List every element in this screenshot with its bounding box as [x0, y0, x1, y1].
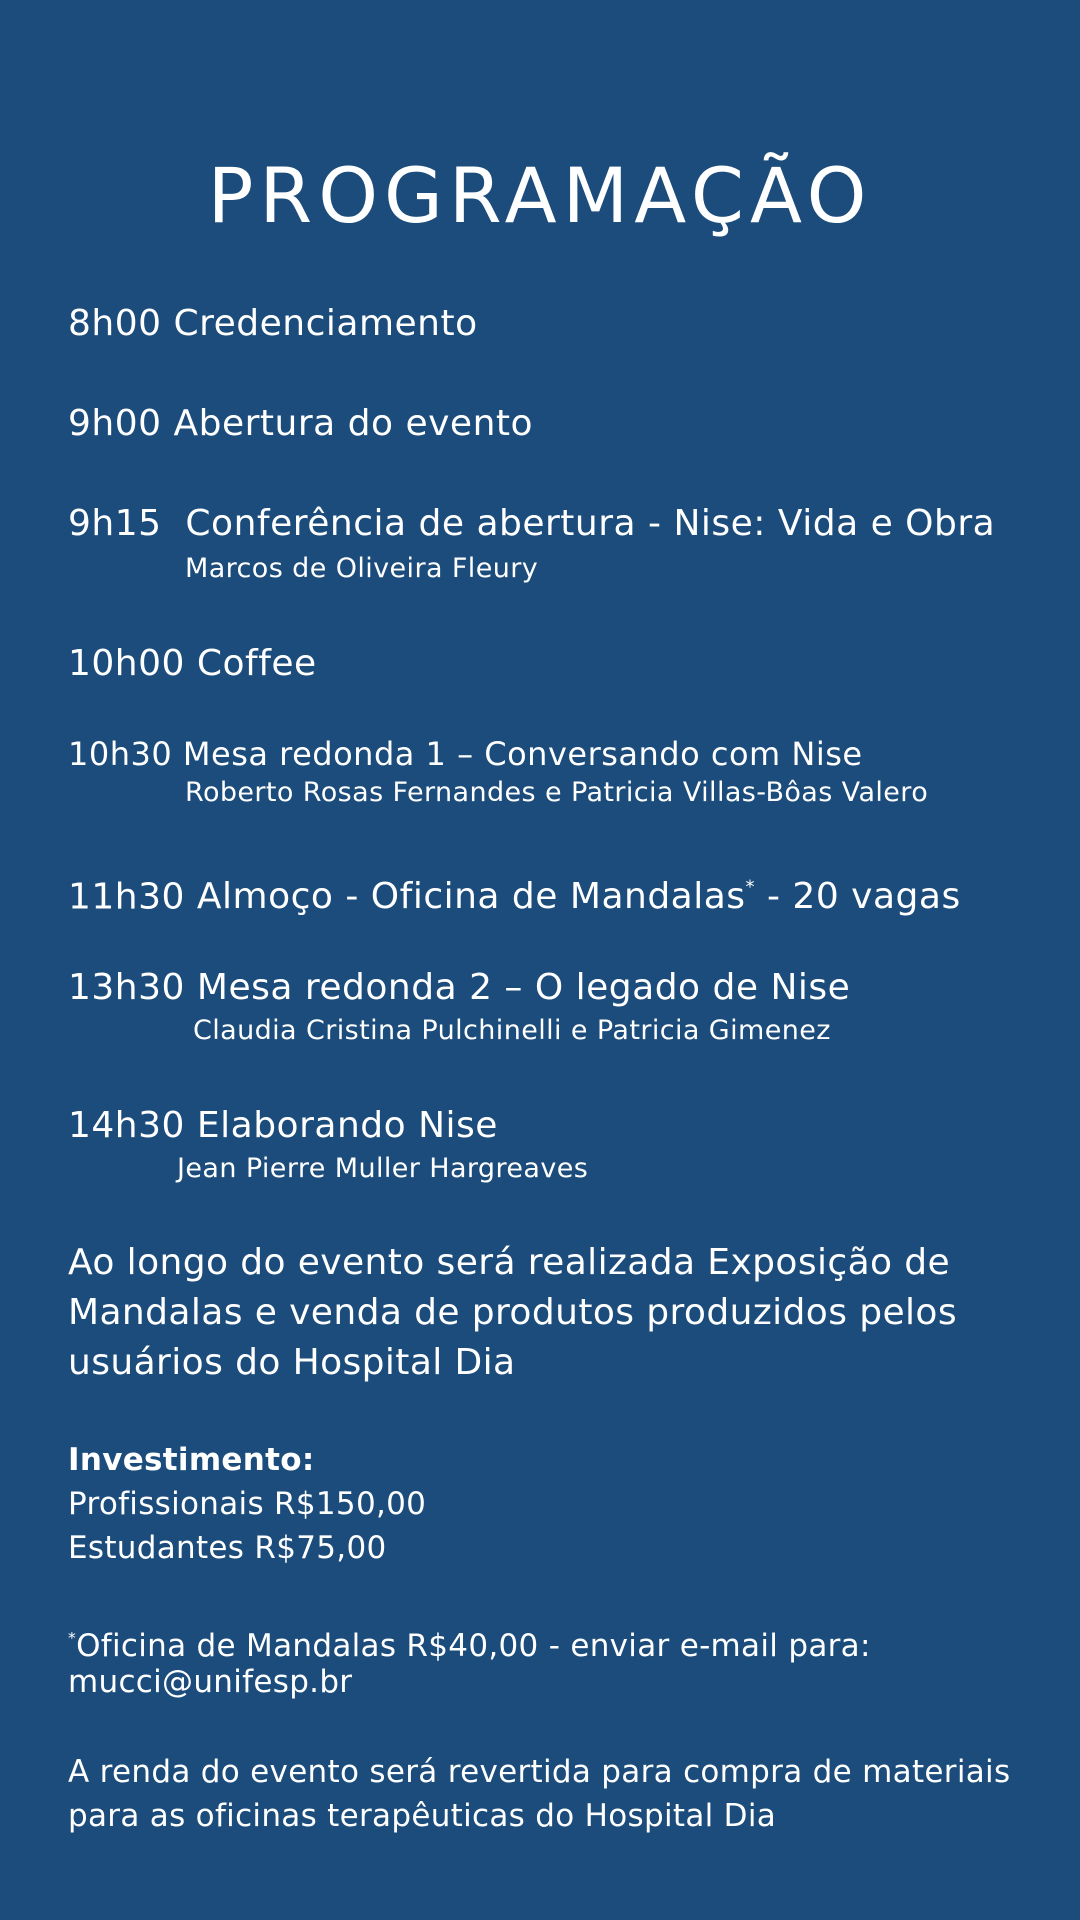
- schedule-activity: Mesa redonda 1 – Conversando com Nise: [182, 735, 863, 773]
- schedule-activity: Abertura do evento: [173, 403, 534, 444]
- schedule-time: 14h30: [68, 1105, 185, 1146]
- schedule-time: 9h15: [68, 503, 162, 544]
- investment-professionals: Profissionais R$150,00: [68, 1486, 427, 1522]
- schedule-time: 13h30: [68, 967, 185, 1008]
- schedule-item-mesa-redonda-2: [68, 966, 850, 1010]
- schedule-speakers: Claudia Cristina Pulchinelli e Patricia Gimenez: [193, 1015, 831, 1046]
- page-title: PROGRAMAÇÃO: [207, 151, 873, 240]
- schedule-time: 10h30: [68, 735, 173, 773]
- revenue-note-line-1: A renda do evento será revertida para compra de materiais: [68, 1754, 1011, 1790]
- schedule-activity: Coffee: [196, 643, 317, 684]
- schedule-activity: Conferência de abertura - Nise: Vida e Obra: [185, 503, 996, 544]
- schedule-time: 10h00: [68, 643, 185, 684]
- workshop-note: *Oficina de Mandalas R$40,00 - enviar e-mail para:: [68, 1628, 871, 1665]
- investment-students: Estudantes R$75,00: [68, 1530, 387, 1566]
- schedule-item-elaborando-nise: [68, 1104, 498, 1148]
- schedule-time: 8h00: [68, 303, 162, 344]
- schedule-item-abertura: [68, 402, 533, 446]
- revenue-note-line-2: para as oficinas terapêuticas do Hospital Dia: [68, 1798, 777, 1834]
- schedule-speakers: Marcos de Oliveira Fleury: [185, 553, 539, 584]
- schedule-activity: Elaborando Nise: [196, 1105, 498, 1146]
- schedule-time: 9h00: [68, 403, 162, 444]
- schedule-speakers: Roberto Rosas Fernandes e Patricia Villas-Bôas Valero: [185, 777, 929, 808]
- footnote-marker: *: [68, 1629, 77, 1647]
- schedule-item-coffee: [68, 642, 317, 686]
- exhibition-note: Ao longo do evento será realizada Exposição de Mandalas e venda de produtos produzidos pelos usuários do Hospital Dia: [68, 1242, 957, 1383]
- schedule-activity: Mesa redonda 2 – O legado de Nise: [196, 967, 851, 1008]
- schedule-time: 11h30: [68, 876, 185, 918]
- contact-email[interactable]: mucci@unifesp.br: [68, 1664, 353, 1700]
- schedule-item-almoco: [68, 866, 961, 919]
- schedule-item-conferencia: [68, 502, 995, 546]
- schedule-activity: Almoço - Oficina de Mandalas* - 20 vagas: [196, 876, 961, 918]
- investment-heading: Investimento:: [68, 1442, 315, 1478]
- schedule-item-credenciamento: [68, 302, 478, 346]
- schedule-activity: Credenciamento: [173, 303, 478, 344]
- footnote-marker: *: [745, 877, 756, 898]
- schedule-item-mesa-redonda-1: [68, 734, 863, 774]
- schedule-speakers: Jean Pierre Muller Hargreaves: [177, 1153, 589, 1184]
